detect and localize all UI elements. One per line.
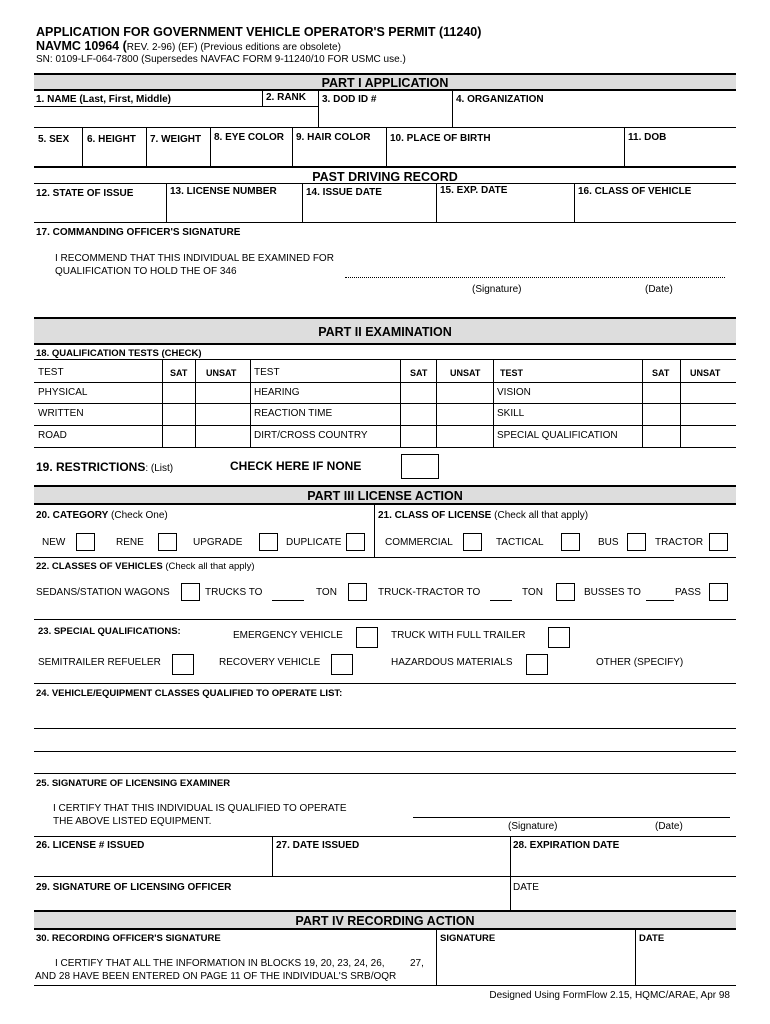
recommend-text-2: QUALIFICATION TO HOLD THE OF 346 [55,266,237,277]
qual-semitrailer-checkbox[interactable] [172,654,194,675]
organization-label: 4. ORGANIZATION [456,94,544,105]
col-unsat-1: UNSAT [206,368,237,378]
form-number-line [36,39,341,53]
part1-title: PART I APPLICATION [321,76,449,90]
category-duplicate-label: DUPLICATE [286,537,342,548]
truck-tractor-ton-field[interactable] [490,600,512,601]
part3-title: PART III LICENSE ACTION [307,489,463,503]
height-label: 6. HEIGHT [87,134,136,145]
classes-of-vehicles-note: (Check all that apply) [162,561,255,572]
licensing-officer-date-label: DATE [513,882,539,893]
examiner-signature-line[interactable] [413,817,730,818]
past-record-band [34,166,736,184]
category-renew-label: RENE [116,537,144,548]
certify-text-2: THE ABOVE LISTED EQUIPMENT. [53,816,212,827]
stock-number: SN: 0109-LF-064-7800 (Supersedes NAVFAC FORM 9-11240/10 FOR USMC use.) [36,54,406,65]
restrictions-label [36,460,173,474]
qual-hazmat-checkbox[interactable] [526,654,548,675]
classes-of-vehicles-label [36,561,255,572]
hair-color-label: 9. HAIR COLOR [296,132,371,143]
license-commercial-label: COMMERCIAL [385,537,453,548]
date-issued-label: 27. DATE ISSUED [276,840,360,851]
vehicle-trucks-ton-label: TON [316,587,337,598]
qual-emergency-checkbox[interactable] [356,627,378,648]
test-road: ROAD [38,430,67,441]
classes-of-vehicles-title: 22. CLASSES OF VEHICLES [36,561,163,572]
qual-other-label: OTHER (SPECIFY) [596,657,684,668]
co-signature-line[interactable] [345,277,725,278]
part1-band [34,73,736,91]
test-skill: SKILL [497,408,525,419]
category-title: 20. CATEGORY [36,510,109,521]
recording-cert-text-2: AND 28 HAVE BEEN ENTERED ON PAGE 11 OF THE INDIVIDUAL'S SRB/OQR [35,971,397,982]
equipment-list-line-2[interactable] [34,751,736,752]
qual-hazmat-label: HAZARDOUS MATERIALS [391,657,513,668]
name-label: 1. NAME (Last, First, Middle) [36,94,172,105]
co-date-caption: (Date) [645,284,673,295]
col-test-2: TEST [254,367,280,378]
dob-label: 11. DOB [628,132,667,143]
vehicle-trucks-checkbox[interactable] [348,583,367,601]
busses-pass-field[interactable] [646,600,674,601]
trucks-ton-field[interactable] [272,600,304,601]
test-reaction-time: REACTION TIME [254,408,333,419]
class-of-license-label [378,510,588,521]
eye-color-label: 8. EYE COLOR [214,132,285,143]
footer-credit: Designed Using FormFlow 2.15, HQMC/ARAE, Apr 98 [489,990,730,1001]
part2-band [34,317,736,345]
vehicle-busses-checkbox[interactable] [709,583,728,601]
issue-date-label: 14. ISSUE DATE [306,187,382,198]
license-tractor-label: TRACTOR [655,537,704,548]
form-revision: REV. 2-96) (EF) (Previous editions are obsolete) [126,42,341,53]
recording-cert-text-1b: 27, [410,958,424,969]
vehicle-equipment-list-label: 24. VEHICLE/EQUIPMENT CLASSES QUALIFIED TO OPERATE LIST: [36,688,343,699]
license-tractor-checkbox[interactable] [709,533,728,551]
qual-emergency-label: EMERGENCY VEHICLE [233,630,343,641]
exp-date-label: 15. EXP. DATE [440,185,508,196]
vehicle-busses-pass-label: PASS [675,587,701,598]
vehicle-trucks-label: TRUCKS TO [205,587,263,598]
recording-signature-label: SIGNATURE [440,933,496,944]
license-tactical-checkbox[interactable] [561,533,580,551]
license-commercial-checkbox[interactable] [463,533,482,551]
test-physical: PHYSICAL [38,387,88,398]
special-qualifications-label: 23. SPECIAL QUALIFICATIONS: [38,626,181,637]
col-sat-3: SAT [652,368,670,378]
category-label [36,510,168,521]
vehicle-truck-tractor-ton-label: TON [522,587,543,598]
vehicle-busses-label: BUSSES TO [584,587,641,598]
part3-band [34,485,736,505]
examiner-signature-caption: (Signature) [508,821,558,832]
form-number: NAVMC 10964 ( [36,39,127,53]
recording-date-label: DATE [639,933,665,944]
col-test-3: TEST [500,368,524,378]
state-of-issue-label: 12. STATE OF ISSUE [36,188,134,199]
class-of-license-note: (Check all that apply) [491,510,589,521]
license-issued-label: 26. LICENSE # ISSUED [36,840,145,851]
col-sat-1: SAT [170,368,188,378]
expiration-date-label: 28. EXPIRATION DATE [513,840,620,851]
test-vision: VISION [497,387,531,398]
equipment-list-line-1[interactable] [34,728,736,729]
dod-id-label: 3. DOD ID # [322,94,377,105]
test-dirt-cross-country: DIRT/CROSS COUNTRY [254,430,368,441]
col-test-1: TEST [38,367,64,378]
sex-label: 5. SEX [38,134,70,145]
test-hearing: HEARING [254,387,300,398]
qual-truck-trailer-checkbox[interactable] [548,627,570,648]
certify-text-1: I CERTIFY THAT THIS INDIVIDUAL IS QUALIFIED TO OPERATE [53,803,347,814]
place-of-birth-label: 10. PLACE OF BIRTH [390,133,491,144]
category-note: (Check One) [108,510,168,521]
part2-title: PART II EXAMINATION [318,325,452,339]
vehicle-truck-tractor-checkbox[interactable] [556,583,575,601]
past-record-title: PAST DRIVING RECORD [312,170,458,184]
restrictions-list-note: : (List) [145,463,174,474]
check-none-checkbox[interactable] [401,454,439,479]
check-none-label: CHECK HERE IF NONE [230,459,362,473]
rank-label: 2. RANK [266,92,307,103]
col-sat-2: SAT [410,368,428,378]
qual-recovery-label: RECOVERY VEHICLE [219,657,321,668]
co-signature-label: 17. COMMANDING OFFICER'S SIGNATURE [36,227,241,238]
examiner-date-caption: (Date) [655,821,683,832]
qual-semitrailer-label: SEMITRAILER REFUELER [38,657,161,668]
qualification-tests-label: 18. QUALIFICATION TESTS (CHECK) [36,348,202,359]
part4-band [34,910,736,930]
category-upgrade-checkbox[interactable] [259,533,278,551]
restrictions-title: 19. RESTRICTIONS [36,460,146,474]
category-duplicate-checkbox[interactable] [346,533,365,551]
recording-cert-text-1: I CERTIFY THAT ALL THE INFORMATION IN BLOCKS 19, 20, 23, 24, 26, [55,958,385,969]
test-written: WRITTEN [38,408,84,419]
form-title: APPLICATION FOR GOVERNMENT VEHICLE OPERATOR'S PERMIT (11240) [36,25,482,39]
part4-title: PART IV RECORDING ACTION [295,914,475,928]
category-new-label: NEW [42,537,66,548]
license-bus-label: BUS [598,537,619,548]
category-new-checkbox[interactable] [76,533,95,551]
licensing-officer-signature-label: 29. SIGNATURE OF LICENSING OFFICER [36,882,232,893]
recommend-text-1: I RECOMMEND THAT THIS INDIVIDUAL BE EXAMINED FOR [55,253,334,264]
test-special-qualification: SPECIAL QUALIFICATION [497,430,618,441]
recording-officer-signature-label: 30. RECORDING OFFICER'S SIGNATURE [36,933,221,944]
qual-recovery-checkbox[interactable] [331,654,353,675]
co-signature-caption: (Signature) [472,284,522,295]
vehicle-sedans-label: SEDANS/STATION WAGONS [36,587,170,598]
col-unsat-2: UNSAT [450,368,481,378]
col-unsat-3: UNSAT [690,368,721,378]
category-upgrade-label: UPGRADE [193,537,243,548]
examiner-signature-label: 25. SIGNATURE OF LICENSING EXAMINER [36,778,231,789]
class-of-vehicle-label: 16. CLASS OF VEHICLE [578,186,692,197]
license-number-label: 13. LICENSE NUMBER [170,186,277,197]
weight-label: 7. WEIGHT [150,134,202,145]
qual-truck-trailer-label: TRUCK WITH FULL TRAILER [391,630,526,641]
vehicle-truck-tractor-label: TRUCK-TRACTOR TO [378,587,481,598]
license-tactical-label: TACTICAL [496,537,544,548]
class-of-license-title: 21. CLASS OF LICENSE [378,510,492,521]
category-renew-checkbox[interactable] [158,533,177,551]
vehicle-sedans-checkbox[interactable] [181,583,200,601]
license-bus-checkbox[interactable] [627,533,646,551]
